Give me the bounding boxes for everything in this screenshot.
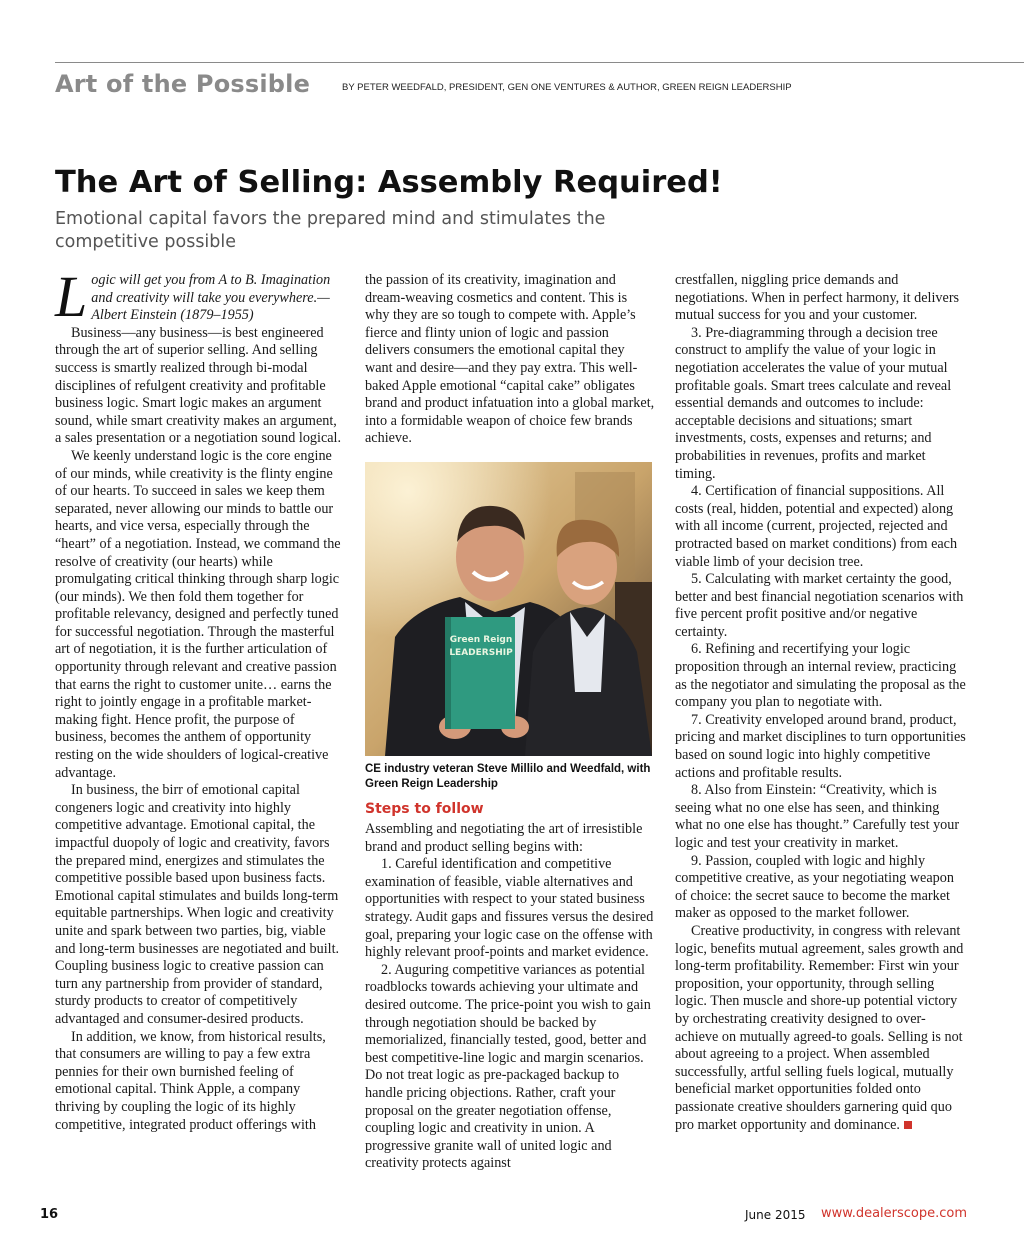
column-2-bottom [365, 821, 655, 1173]
paragraph: 1. Careful identification and competitive examination of feasible, viable alternatives and opportunities with respect to your stated business strategy. Audit gaps and fissures versus the desired goal, preparing your logic case on the offense with highly relevant proof-points and market evidence. [365, 856, 654, 961]
paragraph: Business—any business—is best engineered through the art of superior selling. And selling success is smartly realized through bi-modal disciplines of refulgent creativity and profitable business logic. Smart logic makes an argument sound, while smart creativity makes an argument, a sales presentation or a negotiation sound logical. [55, 324, 342, 447]
paragraph: 9. Passion, coupled with logic and highly competitive creative, as your negotiating weapon of choice: the secret sauce to become the market maker as opposed to the market follower. [675, 852, 954, 922]
paragraph: Assembling and negotiating the art of irresistible brand and product selling begins with: [365, 821, 643, 855]
column-1 [55, 264, 345, 1134]
byline: BY PETER WEEDFALD, PRESIDENT, GEN ONE VENTURES & AUTHOR, GREEN REIGN LEADERSHIP [342, 82, 792, 93]
article-title: The Art of Selling: Assembly Required! [55, 165, 723, 200]
paragraph: 8. Also from Einstein: “Creativity, which is seeing what no one else has seen, and thinking what no one else has thought.” Carefully test your logic and test your creativity in market. [675, 782, 960, 851]
column-3 [675, 272, 968, 1134]
header-rule [55, 62, 1024, 63]
book-title-line-2: LEADERSHIP [449, 648, 513, 658]
issue-date: June 2015 [745, 1208, 806, 1222]
end-mark-icon [904, 1121, 912, 1129]
epigraph [55, 264, 345, 329]
paragraph: the passion of its creativity, imagination and dream-weaving cosmetics and content. This is why they are so tough to compete with. Apple’s fierce and flinty union of logic and passion delivers consumers the emotional capital they want and desire—and they pay extra. This well-baked Apple emotional “capital cake” obligates brand and product infatuation into a global market, into a formidable weapon of choice few brands achieve. [365, 272, 655, 447]
paragraph-text: Creative productivity, in congress with relevant logic, benefits mutual agreement, sales growth and long-term profitability. Remember: First win your proposition, your opportunity, through selling logic. Then muscle and shore-up potential victory by orchestrating creativity designed to over-achieve on mutually agreed-to goals. Selling is not about agreeing to a project. When assembled successfully, artful selling fuels logical, mutually beneficial market opportunities folded onto passionate creative shoulders garnering quid quo pro market opportunity and dominance. [675, 922, 964, 1133]
paragraph: In business, the birr of emotional capital congeners logic and creativity into highly competitive advantage. Emotional capital, the impactful duopoly of logic and creativity, favors the prepared mind, energizes and stimulates the competitive possible based upon business facts. Emotional capital stimulates and builds long-term equitable partnerships. When logic and creativity unite and spark between two parties, big, viable and long-term businesses are negotiated and built. Coupling business logic to creative passion can turn any partnership from provider of standard, sturdy products to creator of competitively advantaged and consumer-desired products. [55, 782, 340, 1027]
paragraph: 3. Pre-diagramming through a decision tree construct to amplify the value of your logic in negotiation accelerates the value of your mutual profitable goals. Smart trees calculate and reveal essential demands and outcomes to include: acceptable decisions and situations; smart investments, costs, expenses and returns; and probabilities in revenues, profits and market timing. [675, 324, 952, 482]
article-dek: Emotional capital favors the prepared mind and stimulates the competitive possible [55, 209, 606, 252]
paragraph: crestfallen, niggling price demands and negotiations. When in perfect harmony, it delivers mutual success for you and your customer. [675, 272, 960, 324]
book-title-line-1: Green Reign [449, 635, 513, 645]
paragraph: 5. Calculating with market certainty the good, better and best financial negotiation scenarios with five percent profit positive and/or negative certainty. [675, 571, 964, 640]
paragraph: 7. Creativity enveloped around brand, product, pricing and market disciplines to turn opportunities based on sound logic into highly competitive actions and profitable results. [675, 711, 966, 781]
paragraph: 6. Refining and recertifying your logic proposition through an internal review, practicing as the negotiator and simulating the proposal as the company you plan to negotiate with. [675, 641, 966, 711]
section-title: Art of the Possible [55, 70, 311, 98]
paragraph: 4. Certification of financial suppositions. All costs (real, hidden, potential and expected) along with all income (current, projected, rejected and protracted based on market conditions) from each viable limb of your decision tree. [675, 483, 958, 570]
epigraph-text: ogic will get you from A to B. Imagination and creativity will take you everywhere.—Albert Einstein (1879–1955) [91, 272, 331, 324]
column-2-top [365, 272, 655, 448]
subhead: Steps to follow [365, 801, 484, 817]
drop-cap: L [55, 264, 88, 329]
photo-caption: CE industry veteran Steve Millilo and Weedfald, with Green Reign Leadership [365, 763, 651, 790]
article-photo [365, 462, 652, 756]
website-link[interactable]: www.dealerscope.com [821, 1206, 968, 1221]
closing-paragraph [675, 923, 968, 1134]
paragraph: We keenly understand logic is the core engine of our minds, while creativity is the flinty engine of our hearts. To succeed in sales we keep them separated, never allowing our minds to battle our hearts, and vice versa, especially through the “heart” of a negotiation. Instead, we command the resolve of creativity (our hearts) while promulgating critical thinking through sharp logic (our minds). We then fold them together for profitable relevancy, designed and perfectly tuned for successful negotiation. Through the masterful art of negotiation, it is the further articulation of opportunity through relevant and creative passion that earns the right to customer unite… earns the right to jointly engage in a profitable market-making fight. Hence profit, the purpose of business, becomes the anthem of opportunity resting on the wide shoulders of logical-creative advantage. [55, 447, 341, 781]
paragraph: In addition, we know, from historical results, that consumers are willing to pay a few extra pennies for their own burnished feeling of emotional capital. Think Apple, a company thriving by coupling the logic of its highly competitive, integrated product offerings with [55, 1028, 326, 1133]
paragraph: 2. Auguring competitive variances as potential roadblocks towards achieving your ultimate and desired outcome. The price-point you wish to gain through negotiation should be backed by memorialized, financially tested, good, better and best competitive-line logic and margin scenarios. Do not treat logic as pre-packaged backup to handle pricing objections. Rather, craft your proposal on the greater negotiation offense, coupling logic and creativity in union. A progressive granite wall of united logic and creativity protects against [365, 961, 651, 1172]
page-number: 16 [40, 1207, 59, 1222]
